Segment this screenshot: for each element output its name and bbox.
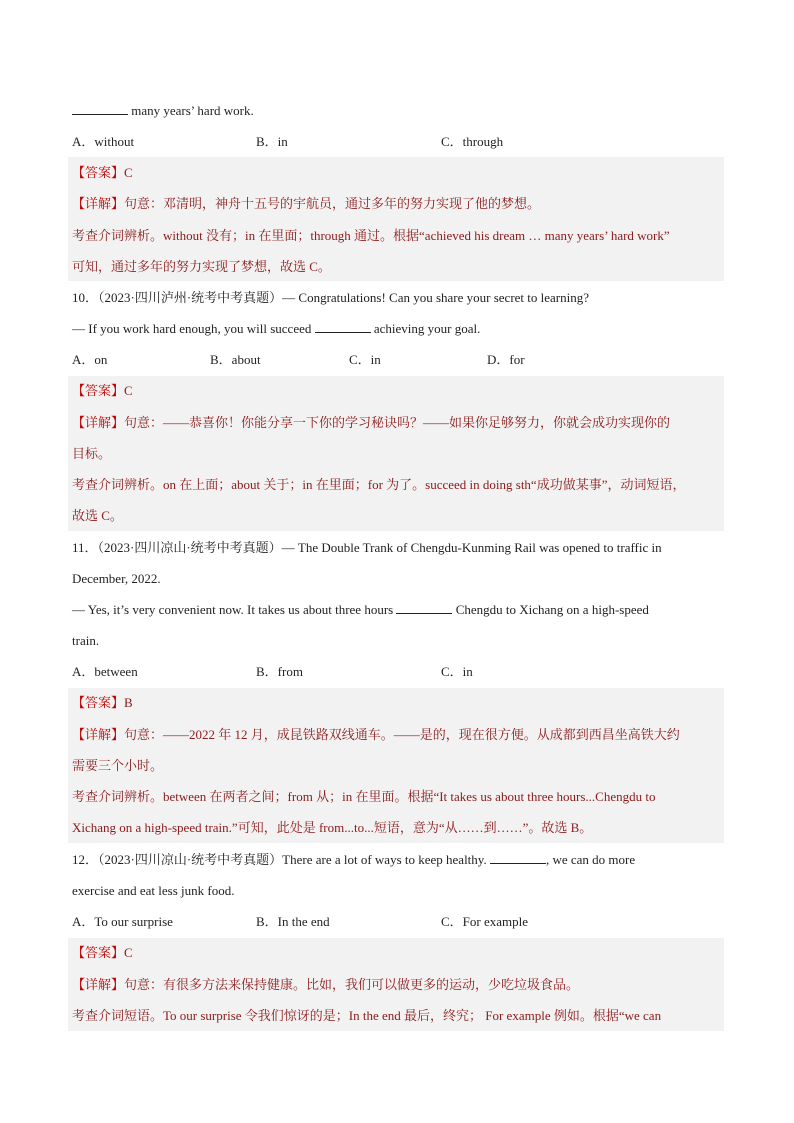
q9-answer: 【答案】C — [72, 165, 133, 180]
q11-option-b: B．from — [256, 664, 303, 679]
q10-option-c: C．in — [349, 352, 381, 367]
answer-blank — [72, 102, 128, 115]
answer-blank — [315, 320, 371, 333]
q10-option-b: B．about — [210, 352, 261, 367]
q10-detail-4: 故选 C。 — [72, 508, 123, 523]
q12-line-2: exercise and eat less junk food. — [72, 883, 235, 898]
q9-detail-3: 可知，通过多年的努力实现了梦想，故选 C。 — [72, 259, 331, 274]
q9-stem: many years’ hard work. — [72, 102, 254, 120]
q11-line-4: train. — [72, 633, 100, 648]
q9-option-c: C．through — [441, 134, 504, 149]
q12-option-a: A．To our surprise — [72, 914, 173, 929]
q9-detail-2: 考查介词辨析。without 没有；in 在里面；through 通过。根据“achieved his dream … many years’ hard work” — [72, 228, 670, 243]
q11-detail-2: 需要三个小时。 — [72, 758, 164, 773]
q12-detail-2: 考查介词短语。To our surprise 令我们惊讶的是；In the end 最后，终究； For example 例如。根据“we can — [72, 1008, 662, 1023]
q11-detail-3: 考查介词辨析。between 在两者之间；from 从；in 在里面。根据“It takes us about three hours...Chengdu to — [72, 789, 656, 804]
q10-line-2: — If you work hard enough, you will succeed achieving your goal. — [72, 321, 481, 336]
q11-line-3: — Yes, it’s very convenient now. It takes us about three hours Chengdu to Xichang on a high-speed — [72, 602, 649, 617]
q11-detail-1: 【详解】句意：——2022 年 12 月，成昆铁路双线通车。——是的，现在很方便。从成都到西昌坐高铁大约 — [72, 727, 680, 742]
q11-option-a: A．between — [72, 664, 138, 679]
q10-detail-3: 考查介词辨析。on 在上面；about 关于；in 在里面；for 为了。succeed in doing sth“成功做某事”，动词短语， — [72, 477, 686, 492]
q12-option-b: B．In the end — [256, 914, 330, 929]
q12-detail-1: 【详解】句意：有很多方法来保持健康。比如，我们可以做更多的运动，少吃垃圾食品。 — [72, 977, 580, 992]
q11-line-2: December, 2022. — [72, 571, 161, 586]
q10-line-1: 10．（2023·四川泸州·统考中考真题）— Congratulations! Can you share your secret to learning? — [72, 290, 590, 305]
q9-option-b: B．in — [256, 134, 288, 149]
answer-blank — [490, 851, 546, 864]
q9-option-a: A．without — [72, 134, 135, 149]
q9-detail-1: 【详解】句意：邓清明，神舟十五号的宇航员，通过多年的努力实现了他的梦想。 — [72, 196, 541, 211]
q11-detail-4: Xichang on a high-speed train.”可知，此处是 from...to...短语，意为“从……到……”。故选 B。 — [72, 820, 593, 835]
q12-line-1: 12．（2023·四川凉山·统考中考真题）There are a lot of ways to keep healthy. , we can do more — [72, 852, 636, 867]
answer-blank — [396, 601, 452, 614]
q11-line-1: 11．（2023·四川凉山·统考中考真题）— The Double Trank of Chengdu-Kunming Rail was opened to traffic in — [72, 540, 662, 555]
q12-option-c: C．For example — [441, 914, 529, 929]
q10-option-a: A．on — [72, 352, 108, 367]
q10-detail-2: 目标。 — [72, 446, 112, 461]
q11-option-c: C．in — [441, 664, 473, 679]
q10-detail-1: 【详解】句意：——恭喜你！你能分享一下你的学习秘诀吗？——如果你足够努力，你就会成功实现你的 — [72, 415, 671, 430]
q10-option-d: D．for — [487, 352, 525, 367]
q12-answer: 【答案】C — [72, 945, 133, 960]
q11-answer: 【答案】B — [72, 695, 133, 710]
q10-answer-block — [68, 376, 724, 531]
q10-answer: 【答案】C — [72, 383, 133, 398]
